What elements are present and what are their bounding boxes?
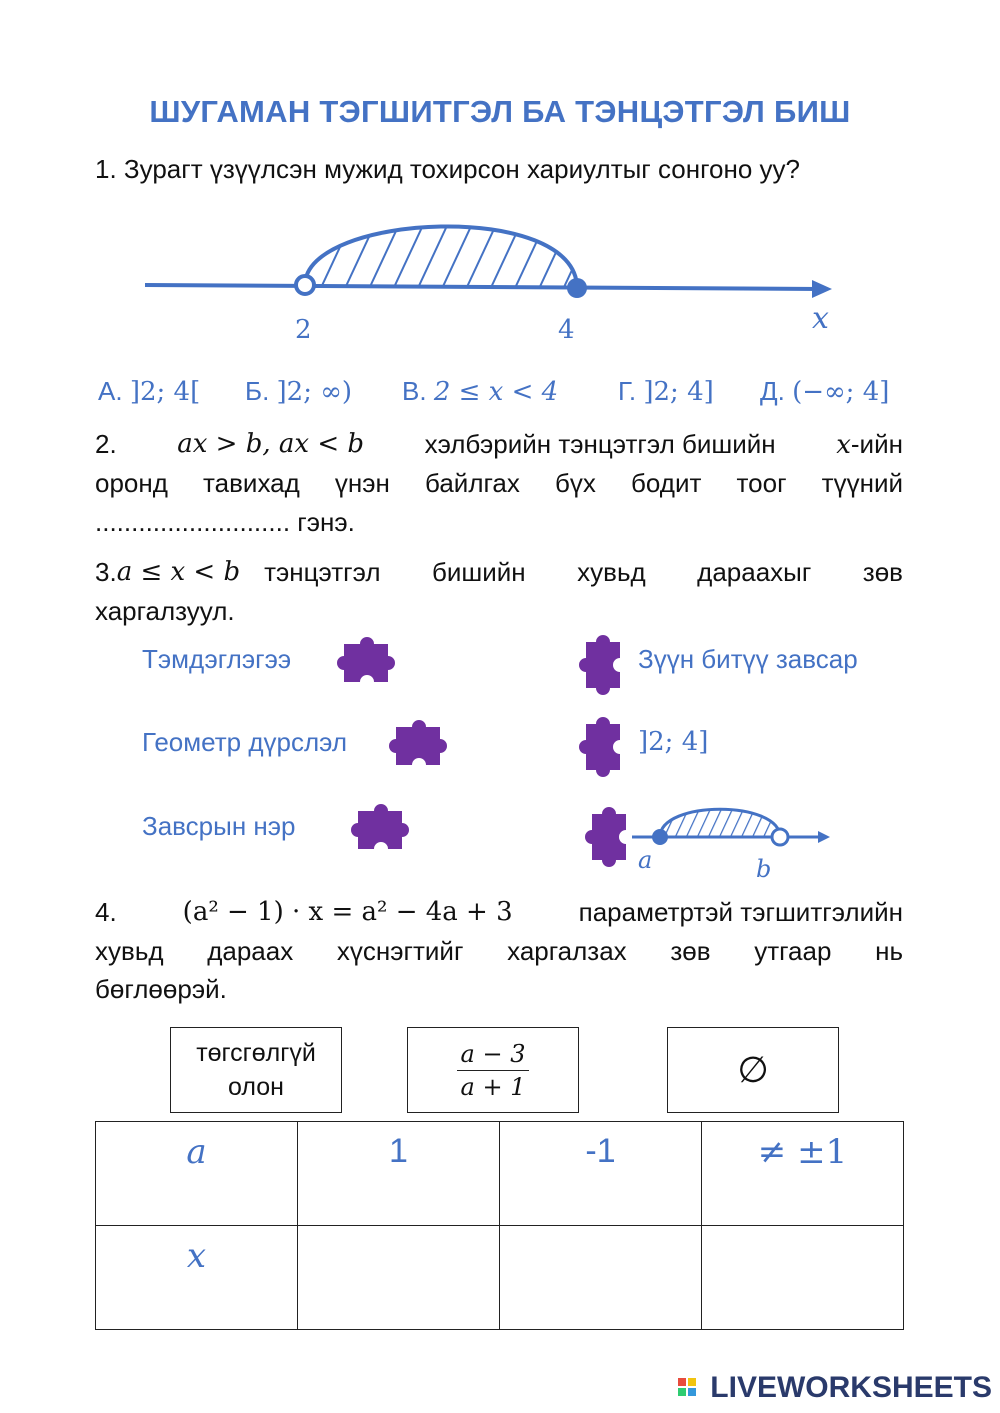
page-title: ШУГАМАН ТЭГШИТГЭЛ БА ТЭНЦЭТГЭЛ БИШ [149, 94, 851, 129]
option-d[interactable]: Д. (−∞; 4] [760, 376, 890, 407]
answer-drop-cell[interactable] [298, 1226, 500, 1330]
answer-drop-cell[interactable] [500, 1226, 702, 1330]
shaded-region [305, 226, 577, 288]
table-row [96, 1226, 904, 1330]
puzzle-piece-icon[interactable] [584, 806, 634, 868]
mini-axis-a: a [638, 846, 653, 874]
puzzle-piece-icon[interactable] [336, 636, 400, 688]
question-4-line1: 4. (a² − 1) · x = a² − 4a + 3 параметртэй тэгшитгэлийн [95, 897, 903, 927]
question-1-text: 1. Зурагт үзүүлсэн мужид тохирсон хариултыг сонгоно уу? [95, 154, 800, 184]
match-left-geometry: Геометр дүрслэл [142, 727, 347, 757]
puzzle-piece-icon[interactable] [388, 719, 452, 771]
axis-label-right: 4 [558, 315, 575, 345]
question-4-line3: бөглөөрэй. [95, 974, 227, 1004]
mini-axis-b: b [756, 855, 772, 883]
option-v[interactable]: В. 2 ≤ x < 4 [402, 376, 559, 407]
question-2-line1: 2. ax > b, ax < b хэлбэрийн тэнцэтгэл бишийн x-ийн [95, 429, 903, 460]
question-4-line2: хувьд дараах хүснэгтийг харгалзах зөв утгаар нь [95, 936, 903, 966]
table-cell: ≠ ±1 [702, 1122, 904, 1226]
choice-infinite[interactable]: төгсгөлгүй олон [170, 1027, 342, 1113]
question-3-line2: харгалзуул. [95, 596, 235, 626]
puzzle-piece-icon[interactable] [578, 634, 628, 696]
option-a[interactable]: А. ]2; 4[ [98, 376, 201, 407]
match-left-interval-name: Завсрын нэр [142, 811, 296, 841]
match-right-interval: ]2; 4] [638, 727, 709, 757]
choice-fraction[interactable]: $\frac{a - 3}{a + 1}$ [407, 1027, 579, 1113]
axis-var-label: x [812, 301, 829, 336]
question-2-blank[interactable]: ........................... гэнэ. [95, 507, 355, 537]
table-cell-x-header: x [96, 1226, 298, 1330]
watermark-text: LIVEWORKSHEETS [710, 1371, 992, 1404]
logo-icon [678, 1376, 706, 1400]
axis-arrow [812, 280, 832, 298]
puzzle-piece-icon[interactable] [350, 803, 414, 855]
question-3-line1: 3. a ≤ x < b тэнцэтгэл бишийн хувьд дараахыг зөв [95, 557, 903, 587]
option-b[interactable]: Б. ]2; ∞) [245, 376, 353, 407]
question-2-line2: оронд тавихад үнэн байлгах бүх бодит тоог түүний [95, 468, 903, 498]
match-left-notation: Тэмдэглэгээ [142, 644, 292, 674]
answer-drop-cell[interactable] [702, 1226, 904, 1330]
open-endpoint [296, 276, 314, 294]
table-cell: -1 [500, 1122, 702, 1226]
mini-number-line [628, 795, 838, 887]
choice-empty-set[interactable]: ∅ [667, 1027, 839, 1113]
axis-line [145, 285, 820, 289]
puzzle-piece-icon[interactable] [578, 716, 628, 778]
liveworksheets-logo [678, 1371, 992, 1405]
answer-table [95, 1121, 904, 1330]
option-g[interactable]: Г. ]2; 4] [618, 376, 714, 407]
closed-endpoint [567, 278, 587, 298]
table-row [96, 1122, 904, 1226]
table-cell-a-header: a [96, 1122, 298, 1226]
match-right-left-closed: Зүүн битүү завсар [638, 644, 858, 674]
table-cell: 1 [298, 1122, 500, 1226]
axis-label-left: 2 [295, 315, 312, 345]
number-line-figure [140, 205, 860, 355]
